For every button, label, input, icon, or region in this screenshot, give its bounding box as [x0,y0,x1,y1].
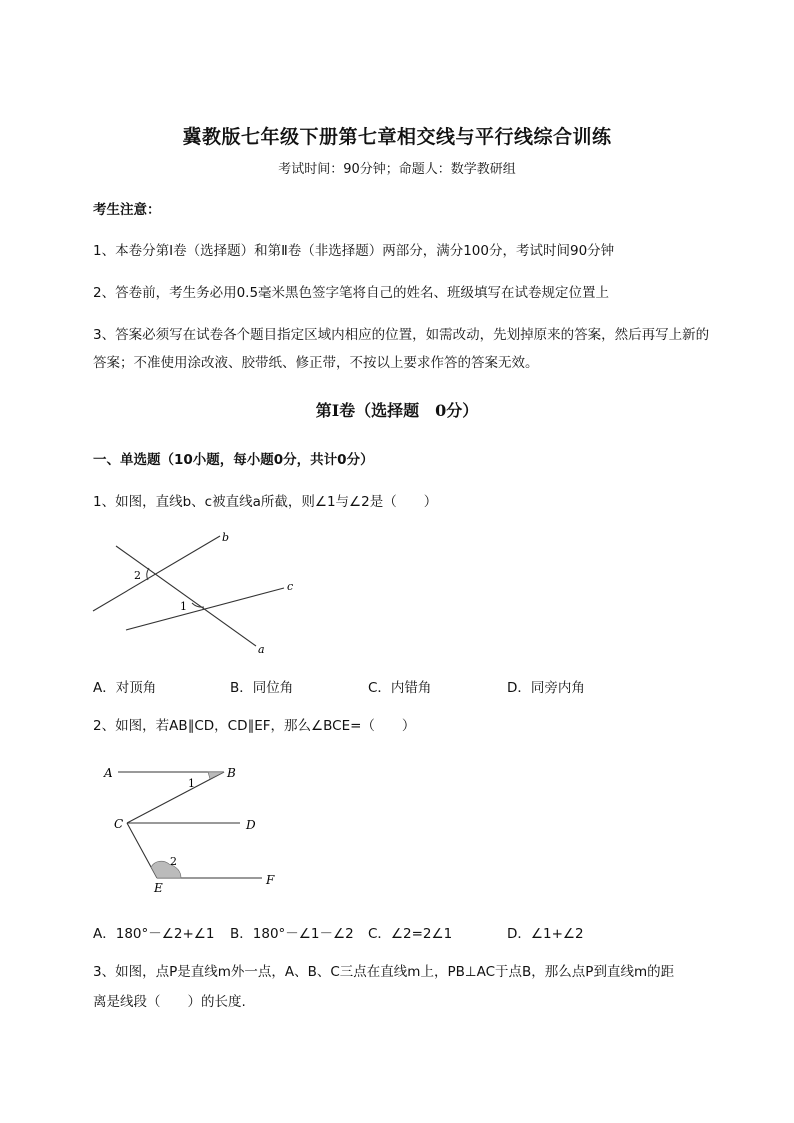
part-heading: 一、单选题（10小题，每小题0分，共计0分） [93,452,374,468]
label-C: C [114,817,124,831]
exam-title: 冀教版七年级下册第七章相交线与平行线综合训练 [182,126,612,148]
label-b: b [222,531,230,544]
label-D: D [246,818,256,832]
question-2-options [93,922,713,942]
label-c: c [287,580,294,593]
question-1-options [93,676,713,696]
exam-subtitle: 考试时间：90分钟；命题人：数学教研组 [278,162,516,177]
question-1-figure [88,528,308,660]
label-E: E [154,881,163,895]
notice-item-2: 2、答卷前，考生务必用0.5毫米黑色签字笔将自己的姓名、班级填写在试卷规定位置上 [93,285,610,301]
q2-option-c[interactable]: C．∠2=2∠1 [368,926,453,942]
label-angle-2: 2 [134,569,141,582]
q1-option-b[interactable]: B．同位角 [230,680,294,696]
q1-option-c[interactable]: C．内错角 [368,680,432,696]
label-F: F [266,873,275,887]
q1-option-d[interactable]: D．同旁内角 [507,680,585,696]
notice-item-3: 3、答案必须写在试卷各个题目指定区域内相应的位置，如需改动，先划掉原来的答案，然后再写上新的答案；不准使用涂改液、胶带纸、修正带，不按以上要求作答的答案无效。 [93,327,710,371]
q1-option-a[interactable]: A．对顶角 [93,680,157,696]
section-title: 第Ⅰ卷（选择题 0分） [315,401,479,420]
label-angle-1: 1 [188,777,195,790]
label-angle-2: 2 [170,855,177,868]
q2-option-a[interactable]: A．180°－∠2+∠1 [93,926,215,942]
notice-item-1: 1、本卷分第Ⅰ卷（选择题）和第Ⅱ卷（非选择题）两部分，满分100分，考试时间90分钟 [93,243,615,259]
label-A: A [104,766,113,780]
question-3-stem-line2: 离是线段（ ）的长度. [93,994,246,1010]
question-2-stem: 2、如图，若AB∥CD，CD∥EF，那么∠BCE=（ ） [93,718,416,734]
question-2-figure [100,760,290,895]
question-1-stem: 1、如图，直线b、c被直线a所截，则∠1与∠2是（ ） [93,494,438,510]
question-3-stem-line1: 3、如图，点P是直线m外一点，A、B、C三点在直线m上，PB⊥AC于点B，那么点P到直线m的距 [93,964,675,980]
q2-option-b[interactable]: B．180°－∠1－∠2 [230,926,354,942]
label-a: a [258,643,265,656]
label-B: B [227,766,236,780]
label-angle-1: 1 [180,600,187,613]
notice-heading: 考生注意： [93,202,161,218]
q2-option-d[interactable]: D．∠1+∠2 [507,926,584,942]
